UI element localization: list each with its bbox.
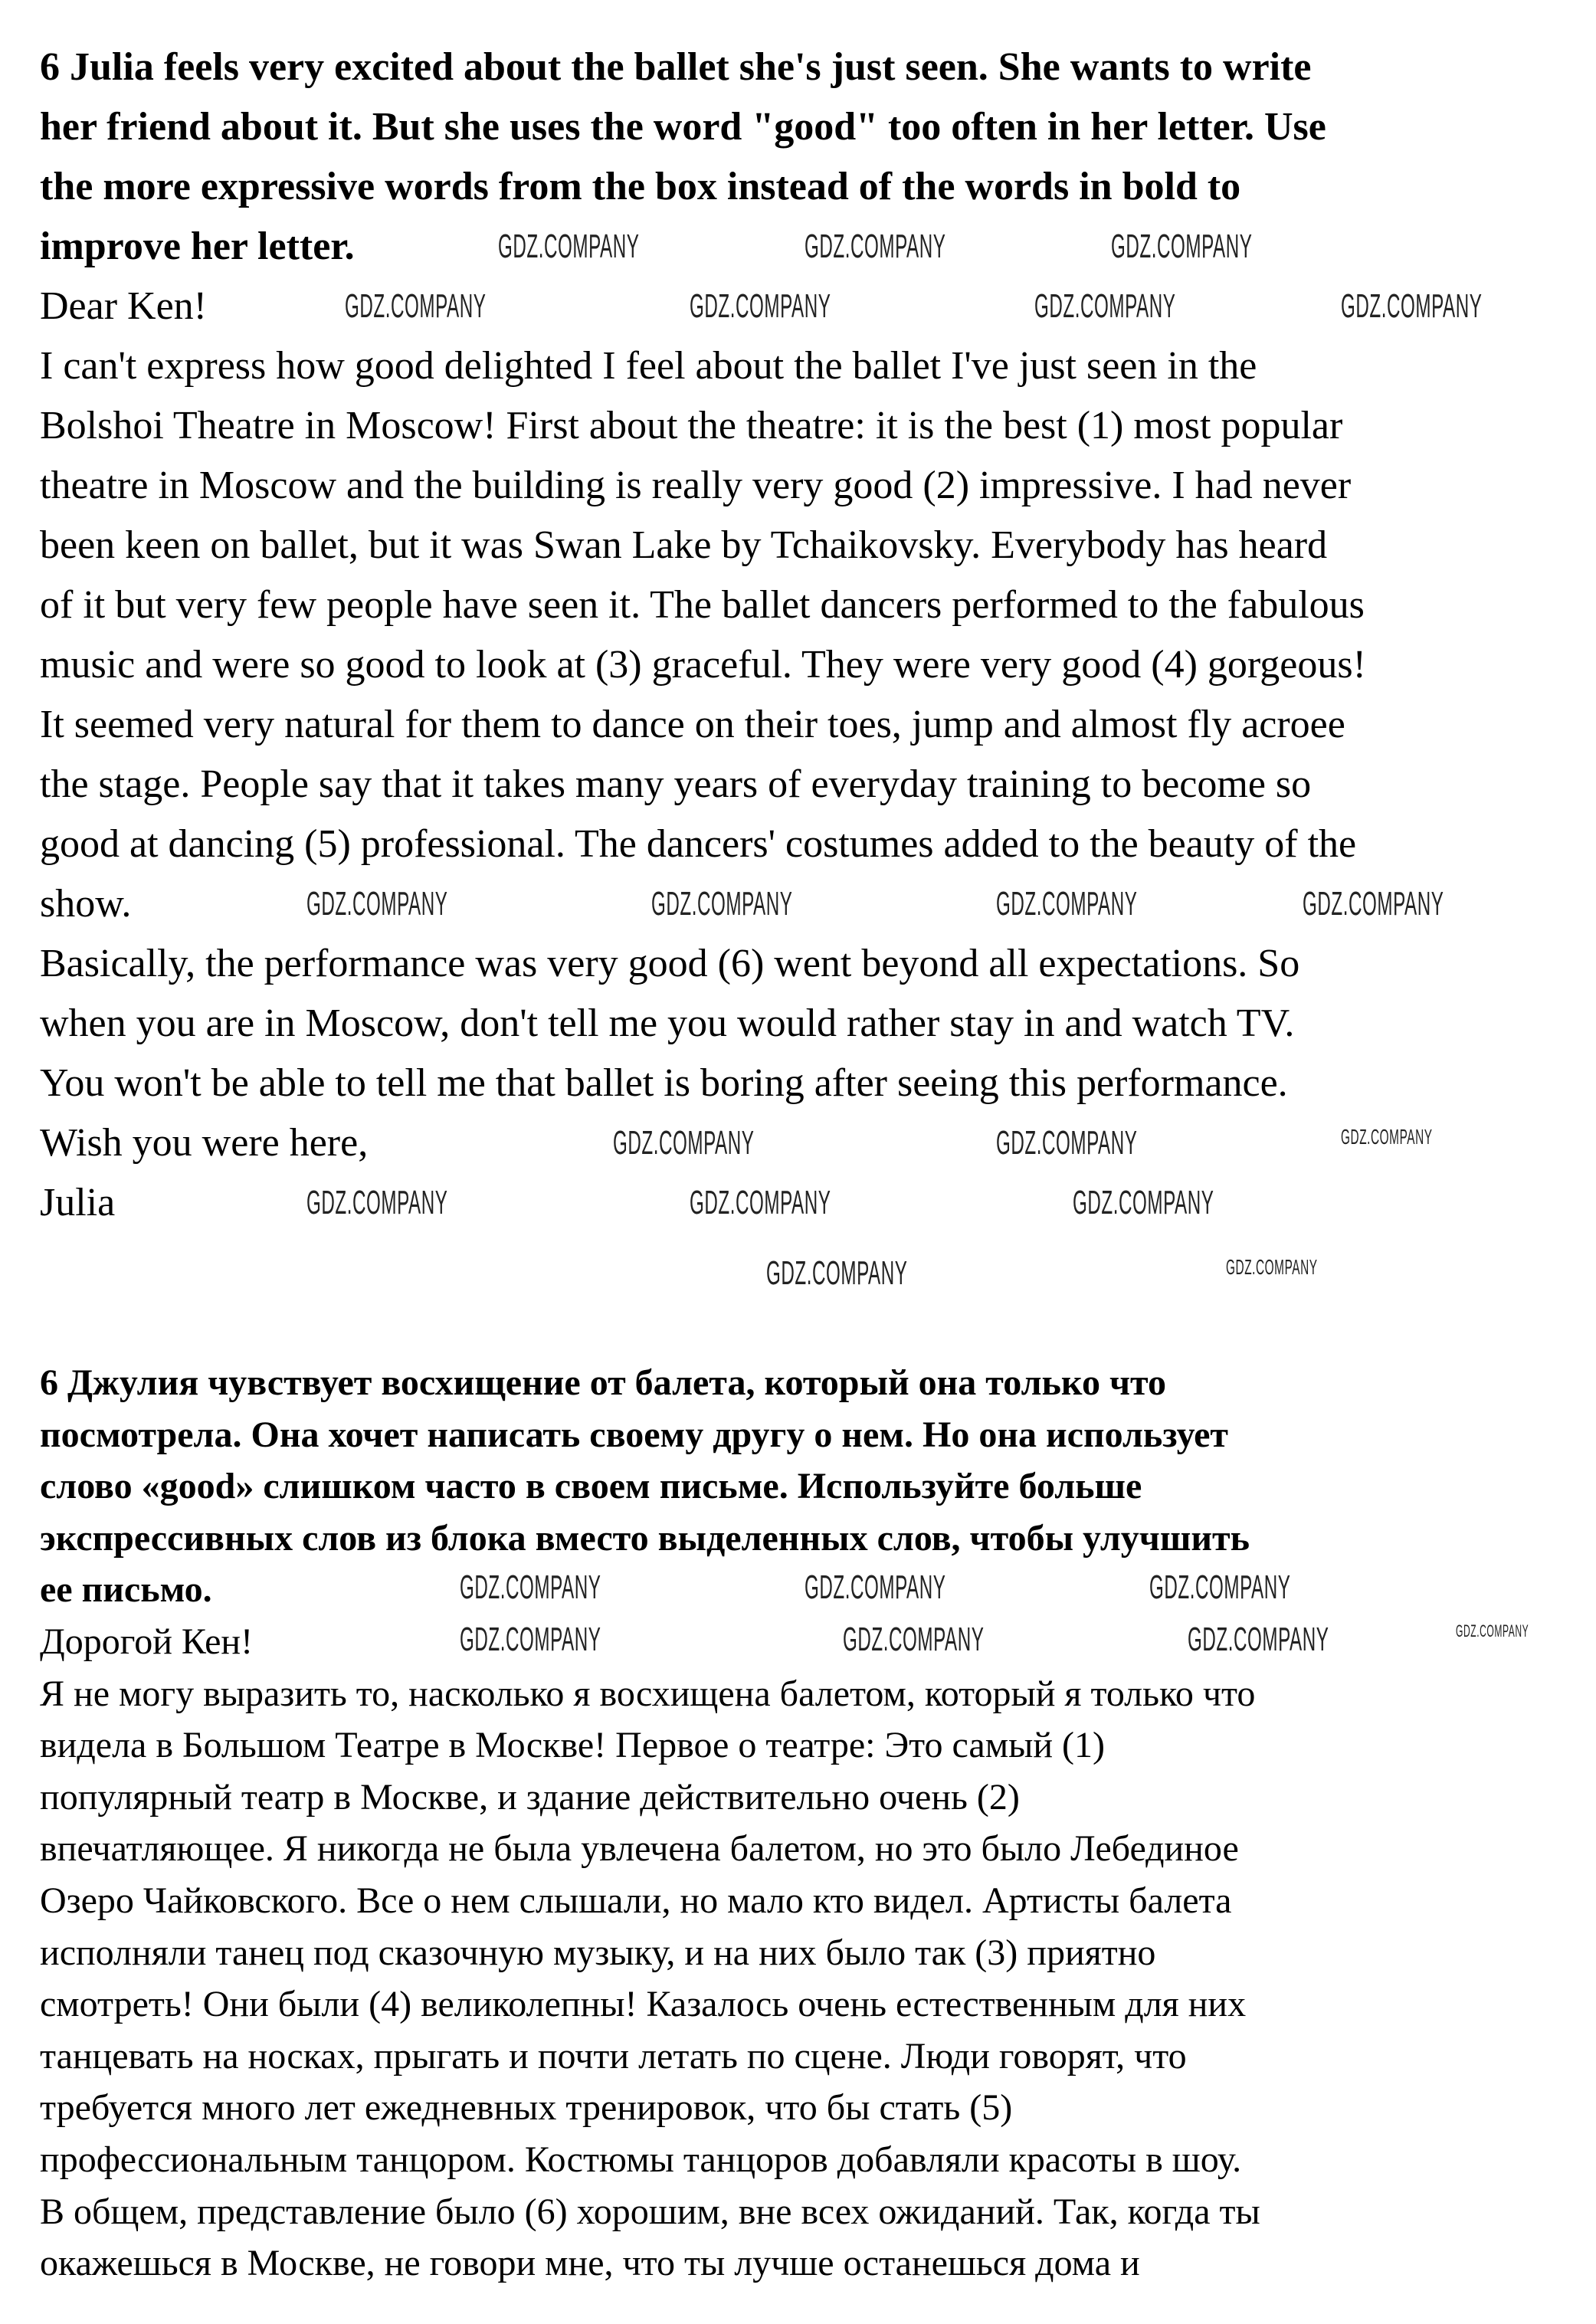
task-instruction-line-ru: экспрессивных слов из блока вместо выделенных слов, чтобы улучшить: [40, 1517, 1250, 1559]
letter-line-ru: Озеро Чайковского. Все о нем слышали, но мало кто видел. Артисты балета: [40, 1880, 1232, 1921]
letter-line: good at dancing (5) professional. The dancers' costumes added to the beauty of the: [40, 822, 1357, 866]
letter-line-ru: В общем, представление было (6) хорошим, вне всех ожиданий. Так, когда ты: [40, 2191, 1260, 2232]
letter-line: Julia: [40, 1181, 116, 1224]
letter-line: You won't be able to tell me that ballet is boring after seeing this performance.: [40, 1061, 1288, 1105]
letter-line-ru: Я не могу выразить то, насколько я восхищена балетом, который я только что: [40, 1673, 1256, 1714]
watermark: GDZ.COMPANY: [805, 1568, 946, 1606]
letter-line-ru: танцевать на носках, прыгать и почти летать по сцене. Люди говорят, что: [40, 2035, 1187, 2077]
letter-line: It seemed very natural for them to dance on their toes, jump and almost fly acroee: [40, 703, 1345, 746]
letter-line: the stage. People say that it takes many years of everyday training to become so: [40, 762, 1312, 806]
letter-line: of it but very few people have seen it. The ballet dancers performed to the fabulous: [40, 583, 1365, 627]
letter-line-ru: видела в Большом Театре в Москве! Первое о театре: Это самый (1): [40, 1725, 1105, 1766]
watermark: GDZ.COMPANY: [1226, 1255, 1318, 1279]
letter-line: theatre in Moscow and the building is really very good (2) impressive. I had never: [40, 464, 1352, 507]
watermark: GDZ.COMPANY: [805, 228, 946, 265]
watermark: GDZ.COMPANY: [1073, 1184, 1214, 1221]
letter-line: music and were so good to look at (3) graceful. They were very good (4) gorgeous!: [40, 643, 1366, 687]
watermark: GDZ.COMPANY: [1341, 1125, 1433, 1149]
watermark: GDZ.COMPANY: [306, 1184, 448, 1221]
letter-line: I can't express how good delighted I feel about the ballet I've just seen in the: [40, 344, 1257, 388]
watermark: GDZ.COMPANY: [1111, 228, 1253, 265]
letter-line-ru: впечатляющее. Я никогда не была увлечена балетом, но это было Лебединое: [40, 1828, 1239, 1870]
letter-line: Basically, the performance was very good (6) went beyond all expectations. So: [40, 942, 1300, 985]
letter-line: show.: [40, 882, 132, 926]
letter-line: when you are in Moscow, don't tell me you would rather stay in and watch TV.: [40, 1001, 1295, 1045]
watermark: GDZ.COMPANY: [1149, 1568, 1291, 1606]
watermark: GDZ.COMPANY: [996, 885, 1138, 923]
letter-line-ru: профессиональным танцором. Костюмы танцоров добавляли красоты в шоу.: [40, 2139, 1242, 2180]
task-instruction-line: her friend about it. But she uses the word "good" too often in her letter. Use: [40, 105, 1326, 149]
watermark: GDZ.COMPANY: [1034, 287, 1176, 325]
watermark: GDZ.COMPANY: [460, 1568, 601, 1606]
watermark: GDZ.COMPANY: [1341, 287, 1483, 325]
task-instruction-line-ru: 6 Джулия чувствует восхищение от балета, который она только что: [40, 1362, 1166, 1403]
letter-line: been keen on ballet, but it was Swan Lake by Tchaikovsky. Everybody has heard: [40, 523, 1328, 567]
watermark: GDZ.COMPANY: [1188, 1621, 1329, 1658]
task-instruction-line-ru: ее письмо.: [40, 1569, 212, 1611]
watermark: GDZ.COMPANY: [766, 1254, 908, 1292]
watermark: GDZ.COMPANY: [690, 1184, 831, 1221]
letter-line: Bolshoi Theatre in Moscow! First about the theatre: it is the best (1) most popular: [40, 404, 1343, 447]
watermark: GDZ.COMPANY: [1456, 1621, 1529, 1641]
watermark: GDZ.COMPANY: [996, 1124, 1138, 1162]
letter-line-ru: популярный театр в Москве, и здание действительно очень (2): [40, 1776, 1020, 1818]
watermark: GDZ.COMPANY: [843, 1621, 985, 1658]
task-instruction-line-ru: посмотрела. Она хочет написать своему другу о нем. Но она использует: [40, 1414, 1228, 1455]
letter-line-ru: окажешься в Москве, не говори мне, что ты лучше останешься дома и: [40, 2243, 1140, 2284]
letter-line-ru: исполняли танец под сказочную музыку, и на них было так (3) приятно: [40, 1932, 1156, 1973]
letter-line: Dear Ken!: [40, 284, 207, 328]
watermark: GDZ.COMPANY: [306, 885, 448, 923]
watermark: GDZ.COMPANY: [613, 1124, 755, 1162]
watermark: GDZ.COMPANY: [460, 1621, 601, 1658]
task-instruction-line: the more expressive words from the box instead of the words in bold to: [40, 165, 1241, 208]
letter-line: Wish you were here,: [40, 1121, 369, 1165]
task-instruction-line: 6 Julia feels very excited about the ballet she's just seen. She wants to write: [40, 45, 1312, 89]
watermark: GDZ.COMPANY: [345, 287, 487, 325]
task-instruction-line-ru: слово «good» слишком часто в своем письме. Используйте больше: [40, 1466, 1142, 1507]
watermark: GDZ.COMPANY: [498, 228, 640, 265]
watermark: GDZ.COMPANY: [1303, 885, 1444, 923]
watermark: GDZ.COMPANY: [651, 885, 793, 923]
task-instruction-line: improve her letter.: [40, 225, 355, 268]
watermark: GDZ.COMPANY: [690, 287, 831, 325]
letter-line-ru: требуется много лет ежедневных тренировок, что бы стать (5): [40, 2087, 1013, 2129]
letter-line-ru: Дорогой Кен!: [40, 1621, 254, 1662]
letter-line-ru: смотреть! Они были (4) великолепны! Казалось очень естественным для них: [40, 1984, 1247, 2025]
